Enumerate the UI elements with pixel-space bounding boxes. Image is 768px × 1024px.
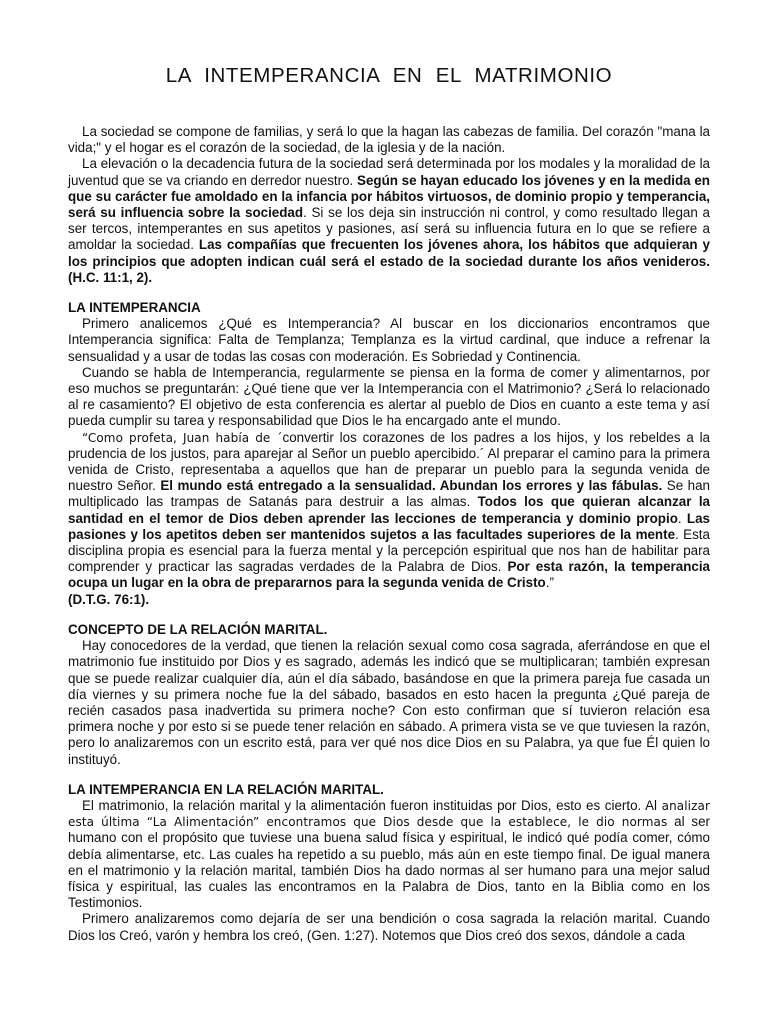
text: Cuando se habla de Intemperancia, regularmente se piensa en la forma de comer y alimentarnos, por eso muchos se preguntarán: ¿Qué tiene que ver la Intemperancia con el Matrimonio? ¿Será lo relacionado al re casamiento? El objetivo de esta conferencia es alertar al pueblo de Dios en cuanto a este tema y así pueda cumplir su tarea y responsabilidad que Dios le ha encargado ante el mundo.	[68, 364, 710, 429]
paragraph	[68, 365, 710, 430]
bold-text: Todos los que quieran alcanzar la santidad en el temor de Dios deben aprender las lecciones de temperancia y dominio propio	[68, 494, 710, 526]
paragraph	[68, 798, 710, 911]
document-title: LA INTEMPERANCIA EN EL MATRIMONIO	[165, 64, 613, 87]
text: . Esta disciplina propia es esencial para la fuerza mental y la percepción espiritual que nos han de habilitar para comprender y practicar las sagradas verdades de la Palabra de Dios.	[68, 526, 710, 575]
text: Primero analizaremos como dejaría de ser una bendición o cosa sagrada la relación marital. Cuando Dios los Creó, varón y hembra los creó, (Gen. 1:27). Notemos que Dios creó dos sexos, dándole a cada	[68, 911, 710, 943]
citation: (D.T.G. 76:1).	[68, 591, 150, 607]
text-sans: analizar esta última “La Alimentación” encontramos que Dios desde que la establece, le dio normas	[68, 798, 710, 830]
section-heading: LA INTEMPERANCIA	[68, 300, 201, 316]
text: Primero analicemos ¿Qué es Intemperancia? Al buscar en los diccionarios encontramos que Intemperancia significa: Falta de Templanza; Templanza es la virtud cardinal, que induce a refrenar la sensualidad y a usar de todas las cosas con moderación. Es Sobriedad y Continencia.	[68, 316, 710, 364]
section-heading: CONCEPTO DE LA RELACIÓN MARITAL.	[68, 621, 328, 637]
paragraph	[68, 638, 710, 768]
bold-text: Según se hayan educado los jóvenes y en la medida en que su carácter fue amoldado en la infancia por hábitos virtuosos, de dominio propio y temperancia, será su influencia sobre la sociedad	[68, 172, 710, 221]
paragraph	[68, 911, 710, 943]
text: .	[677, 510, 687, 526]
bold-text: El mundo está entregado a la sensualidad. Abundan los errores y las fábulas.	[160, 478, 663, 494]
section-heading: LA INTEMPERANCIA EN LA RELACIÓN MARITAL.	[68, 781, 384, 797]
text: convertir los corazones de los padres a los hijos, y los rebeldes a la prudencia de los justos, para aparejar al Señor un pueblo apercibido.´ Al preparar el camino para la primera venida de Cristo, representaba a aquellos que han de preparar un pueblo para la segunda venida de nuestro Señor.	[68, 429, 710, 494]
paragraph	[68, 430, 710, 608]
bold-text: Las pasiones y los apetitos deben ser mantenidos sujetos a las facultades superiores de la mente	[68, 510, 710, 542]
text: Se han multiplicado las trampas de Satanás para destruir a las almas.	[68, 478, 710, 510]
text: El matrimonio, la relación marital y la alimentación fueron instituidas por Dios, esto es cierto. Al	[82, 797, 662, 813]
text: Hay conocedores de la verdad, que tienen la relación sexual como cosa sagrada, aferrándose en que el matrimonio fue instituido por Dios y es sagrado, además les indicó que se multiplicaran; también expresan que se puede realizar cualquier día, aún el día sábado, basándose en que la primera pareja fue casada un día viernes y su primera noche fue la del sábado, basados en esto hacen la pregunta ¿Qué pareja de recién casados pasa inadvertida su primera noche? Con esto confirman que sí tuvieron relación esa primera noche y por esto si se puede tener relación en sábado. A primera vista se ve que tuviesen la razón, pero lo analizaremos con un escrito está, para ver qué nos dice Dios en su Palabra, ya que fue Él quien lo instituyó.	[68, 638, 710, 767]
bold-text: Por esta razón, la temperancia ocupa un lugar en la obra de prepararnos para la segunda venida de Cristo	[68, 559, 710, 591]
text: La sociedad se compone de familias, y será lo que la hagan las cabezas de familia. Del corazón "mana la vida;" y el hogar es el corazón de la sociedad, de la iglesia y de la nación.	[68, 124, 710, 156]
text: .”	[545, 575, 554, 591]
paragraph	[68, 156, 710, 286]
text: La elevación o la decadencia futura de la sociedad será determinada por los modales y la moralidad de la juventud que se va criando en derredor nuestro.	[68, 156, 710, 188]
quote-open: “Como profeta, Juan había de ´	[82, 430, 283, 445]
paragraph	[68, 316, 710, 365]
bold-text: Las compañías que frecuenten los jóvenes ahora, los hábitos que adquieran y los principios que adopten indican cuál será el estado de la sociedad durante los años venideros	[68, 237, 710, 269]
text: . Si se los deja sin instrucción ni control, y como resultado llegan a ser tercos, intemperantes en sus apetitos y pasiones, así será su influencia futura en lo que se refiere a amoldar la sociedad.	[68, 205, 710, 253]
text: al ser humano con el propósito que tuviese una buena salud física y espiritual, le indicó qué podía comer, cómo debía alimentarse, etc. Las cuales ha repetido a su pueblo, más aún en este tiempo final. De igual manera en el matrimonio y la relación marital, también Dios ha dado normas al ser humano para una mejor salud física y espiritual, las cuales las encontramos en la Palabra de Dios, tanto en la Biblia como en los Testimonios.	[68, 814, 711, 911]
document-body	[68, 124, 710, 944]
paragraph	[68, 124, 710, 156]
citation: . (H.C. 11:1, 2).	[68, 253, 710, 285]
